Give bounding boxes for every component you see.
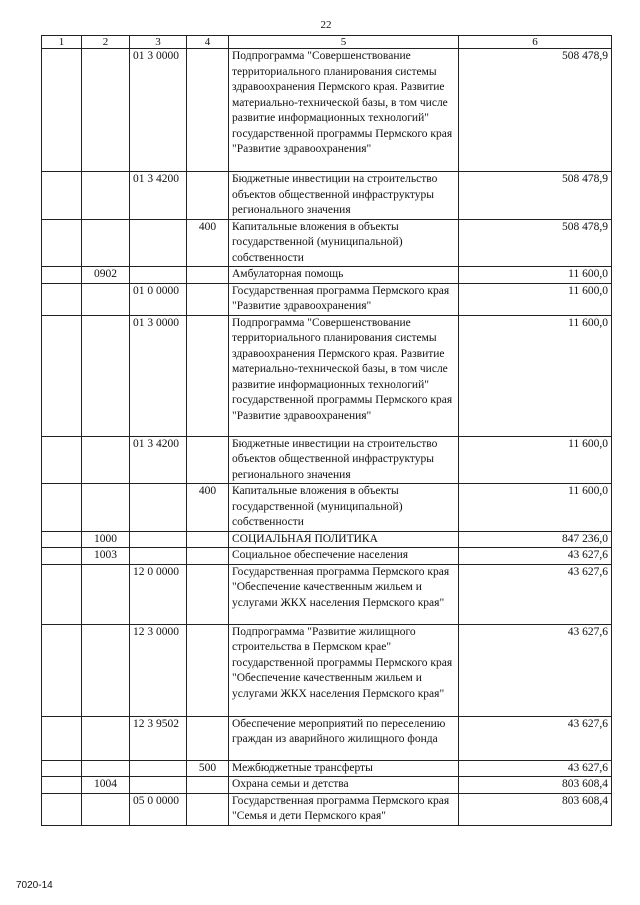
header-row — [42, 36, 612, 49]
cell-amount: 11 600,0 — [459, 436, 612, 484]
cell-section — [42, 283, 82, 315]
cell-subsection — [82, 315, 130, 436]
table-row — [42, 760, 612, 777]
cell-section — [42, 793, 82, 825]
cell-amount: 11 600,0 — [459, 267, 612, 284]
cell-expense-type — [187, 548, 229, 565]
cell-description: Подпрограмма "Развитие жилищного строительства в Пермском крае" государственной программы Пермского края "Обеспечение качественным жильем и услугами ЖКХ населения Пермского края" — [229, 624, 459, 716]
cell-description: Бюджетные инвестиции на строительство объектов общественной инфраструктуры регионального значения — [229, 436, 459, 484]
cell-amount: 11 600,0 — [459, 283, 612, 315]
cell-description: Подпрограмма "Совершенствование территориального планирования системы здравоохранения Пермского края. Развитие материально-технической базы, в том числе развитие информационных технологий" государственной программы Пермского края "Развитие здравоохранения" — [229, 49, 459, 172]
cell-section — [42, 716, 82, 760]
cell-amount: 847 236,0 — [459, 531, 612, 548]
cell-section — [42, 624, 82, 716]
cell-description: Капитальные вложения в объекты государственной (муниципальной) собственности — [229, 484, 459, 532]
cell-expense-type — [187, 716, 229, 760]
cell-subsection — [82, 219, 130, 267]
header-col-5: 5 — [229, 36, 459, 49]
cell-description: Охрана семьи и детства — [229, 777, 459, 794]
table-row — [42, 624, 612, 716]
cell-description: СОЦИАЛЬНАЯ ПОЛИТИКА — [229, 531, 459, 548]
cell-expense-type — [187, 777, 229, 794]
cell-expense-type — [187, 315, 229, 436]
cell-section — [42, 564, 82, 624]
cell-subsection — [82, 172, 130, 220]
cell-target-article — [130, 267, 187, 284]
header-col-1: 1 — [42, 36, 82, 49]
cell-section — [42, 484, 82, 532]
cell-expense-type — [187, 564, 229, 624]
cell-expense-type: 500 — [187, 760, 229, 777]
cell-subsection: 1003 — [82, 548, 130, 565]
cell-target-article: 01 3 0000 — [130, 315, 187, 436]
cell-description: Социальное обеспечение населения — [229, 548, 459, 565]
cell-amount: 43 627,6 — [459, 760, 612, 777]
cell-expense-type — [187, 49, 229, 172]
cell-description: Межбюджетные трансферты — [229, 760, 459, 777]
cell-amount: 43 627,6 — [459, 564, 612, 624]
cell-amount: 11 600,0 — [459, 315, 612, 436]
cell-subsection: 1000 — [82, 531, 130, 548]
cell-amount: 803 608,4 — [459, 793, 612, 825]
cell-target-article — [130, 531, 187, 548]
cell-description: Капитальные вложения в объекты государственной (муниципальной) собственности — [229, 219, 459, 267]
header-col-4: 4 — [187, 36, 229, 49]
cell-description: Подпрограмма "Совершенствование территориального планирования системы здравоохранения Пермского края. Развитие материально-технической базы, в том числе развитие информационных технологий" государственной программы Пермского края "Развитие здравоохранения" — [229, 315, 459, 436]
table-row — [42, 283, 612, 315]
cell-subsection — [82, 760, 130, 777]
cell-subsection — [82, 716, 130, 760]
cell-expense-type: 400 — [187, 484, 229, 532]
cell-target-article: 01 3 4200 — [130, 436, 187, 484]
cell-target-article: 01 0 0000 — [130, 283, 187, 315]
cell-subsection: 0902 — [82, 267, 130, 284]
cell-description: Государственная программа Пермского края "Развитие здравоохранения" — [229, 283, 459, 315]
cell-amount: 43 627,6 — [459, 624, 612, 716]
table-row — [42, 315, 612, 436]
cell-target-article: 12 3 9502 — [130, 716, 187, 760]
cell-amount: 803 608,4 — [459, 777, 612, 794]
cell-target-article — [130, 548, 187, 565]
cell-amount: 43 627,6 — [459, 548, 612, 565]
cell-amount: 508 478,9 — [459, 49, 612, 172]
cell-amount: 508 478,9 — [459, 219, 612, 267]
page-number: 22 — [320, 19, 332, 31]
cell-expense-type — [187, 172, 229, 220]
cell-section — [42, 436, 82, 484]
document-code: 7020-14 — [16, 880, 53, 891]
cell-expense-type: 400 — [187, 219, 229, 267]
cell-target-article — [130, 760, 187, 777]
cell-amount: 508 478,9 — [459, 172, 612, 220]
cell-section — [42, 531, 82, 548]
cell-target-article — [130, 219, 187, 267]
cell-description: Бюджетные инвестиции на строительство объектов общественной инфраструктуры регионального значения — [229, 172, 459, 220]
table-row — [42, 548, 612, 565]
cell-description: Государственная программа Пермского края "Обеспечение качественным жильем и услугами ЖКХ населения Пермского края" — [229, 564, 459, 624]
cell-section — [42, 548, 82, 565]
cell-section — [42, 172, 82, 220]
cell-subsection — [82, 564, 130, 624]
cell-expense-type — [187, 531, 229, 548]
table-row — [42, 219, 612, 267]
cell-section — [42, 777, 82, 794]
cell-expense-type — [187, 267, 229, 284]
cell-expense-type — [187, 793, 229, 825]
table-row — [42, 49, 612, 172]
cell-subsection — [82, 283, 130, 315]
cell-subsection — [82, 436, 130, 484]
cell-subsection — [82, 49, 130, 172]
table-row — [42, 777, 612, 794]
header-col-3: 3 — [130, 36, 187, 49]
cell-target-article: 12 0 0000 — [130, 564, 187, 624]
cell-subsection: 1004 — [82, 777, 130, 794]
cell-section — [42, 315, 82, 436]
cell-target-article: 05 0 0000 — [130, 793, 187, 825]
cell-subsection — [82, 484, 130, 532]
budget-table — [41, 35, 612, 826]
header-col-2: 2 — [82, 36, 130, 49]
cell-section — [42, 49, 82, 172]
cell-target-article: 01 3 0000 — [130, 49, 187, 172]
header-col-6: 6 — [459, 36, 612, 49]
cell-description: Государственная программа Пермского края "Семья и дети Пермского края" — [229, 793, 459, 825]
table-row — [42, 172, 612, 220]
cell-subsection — [82, 793, 130, 825]
cell-target-article — [130, 484, 187, 532]
cell-description: Обеспечение мероприятий по переселению граждан из аварийного жилищного фонда — [229, 716, 459, 760]
cell-description: Амбулаторная помощь — [229, 267, 459, 284]
cell-expense-type — [187, 436, 229, 484]
cell-amount: 11 600,0 — [459, 484, 612, 532]
table-row — [42, 716, 612, 760]
cell-section — [42, 267, 82, 284]
cell-target-article — [130, 777, 187, 794]
cell-target-article: 01 3 4200 — [130, 172, 187, 220]
table-row — [42, 436, 612, 484]
table-row — [42, 564, 612, 624]
cell-expense-type — [187, 624, 229, 716]
table-row — [42, 267, 612, 284]
cell-section — [42, 219, 82, 267]
table-row — [42, 531, 612, 548]
cell-section — [42, 760, 82, 777]
cell-target-article: 12 3 0000 — [130, 624, 187, 716]
table-row — [42, 793, 612, 825]
cell-amount: 43 627,6 — [459, 716, 612, 760]
cell-expense-type — [187, 283, 229, 315]
cell-subsection — [82, 624, 130, 716]
table-row — [42, 484, 612, 532]
